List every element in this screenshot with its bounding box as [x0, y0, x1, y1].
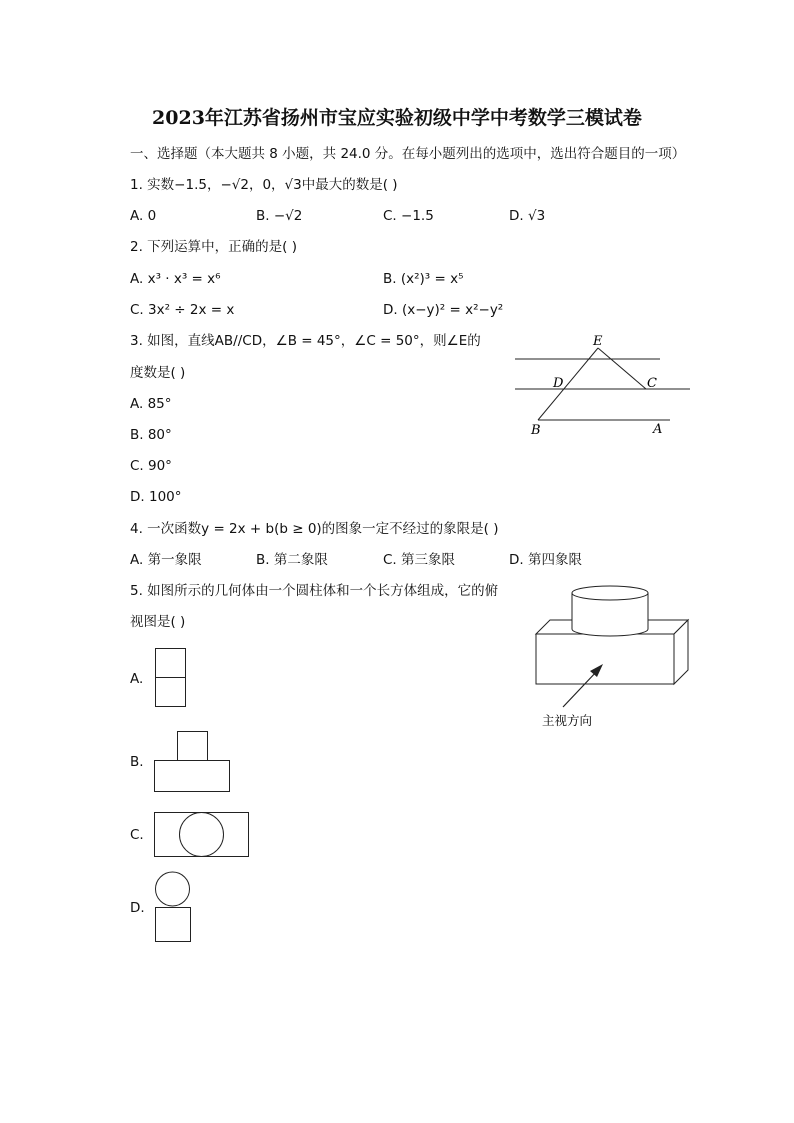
label-a: A — [653, 422, 663, 437]
q1-option-c: C. −1.5 — [383, 208, 434, 224]
question-5-stem-line2: 视图是( ) — [130, 614, 186, 630]
q2-option-b: B. (x²)³ = x⁵ — [383, 271, 464, 287]
q5-option-a-label: A. — [130, 671, 144, 687]
q3-option-c: C. 90° — [130, 458, 172, 474]
q2-option-d: D. (x−y)² = x²−y² — [383, 302, 504, 318]
view-direction-caption: 主视方向 — [542, 713, 593, 728]
q4-option-c: C. 第三象限 — [383, 552, 456, 568]
q3-parallel-lines-figure — [510, 332, 700, 442]
q1-option-b: B. −√2 — [256, 208, 303, 224]
question-3-stem-line1: 3. 如图，直线AB//CD，∠B = 45°，∠C = 50°，则∠E的 — [130, 333, 481, 349]
q5-option-b-figure — [153, 730, 233, 794]
q5-option-c-figure — [153, 810, 253, 860]
q4-option-b: B. 第二象限 — [256, 552, 328, 568]
question-1-stem: 1. 实数−1.5，−√2，0，√3中最大的数是( ) — [130, 177, 398, 193]
q5-option-d-figure — [153, 870, 195, 946]
q5-option-d-label: D. — [130, 900, 145, 916]
q4-option-d: D. 第四象限 — [509, 552, 582, 568]
page-title: 2023年江苏省扬州市宝应实验初级中学中考数学三模试卷 — [152, 107, 642, 129]
label-d: D — [553, 376, 564, 391]
q5-option-c-label: C. — [130, 827, 144, 843]
q1-option-d: D. √3 — [509, 208, 546, 224]
q1-option-a: A. 0 — [130, 208, 157, 224]
q2-option-c: C. 3x² ÷ 2x = x — [130, 302, 235, 318]
q3-option-a: A. 85° — [130, 396, 172, 412]
label-e: E — [593, 334, 603, 349]
q5-option-b-label: B. — [130, 754, 144, 770]
q4-option-a: A. 第一象限 — [130, 552, 202, 568]
question-4-stem: 4. 一次函数y = 2x + b(b ≥ 0)的图象一定不经过的象限是( ) — [130, 521, 499, 537]
question-2-stem: 2. 下列运算中，正确的是( ) — [130, 239, 297, 255]
question-3-stem-line2: 度数是( ) — [130, 365, 186, 381]
q5-solid-figure — [530, 580, 700, 740]
q5-option-a-figure — [154, 646, 188, 710]
q2-option-a: A. x³ · x³ = x⁶ — [130, 271, 221, 287]
label-c: C — [647, 376, 657, 391]
question-5-stem-line1: 5. 如图所示的几何体由一个圆柱体和一个长方体组成，它的俯 — [130, 583, 499, 599]
q3-option-d: D. 100° — [130, 489, 182, 505]
section-heading: 一、选择题（本大题共 8 小题，共 24.0 分。在每小题列出的选项中，选出符合题目的一项） — [130, 146, 686, 162]
label-b: B — [531, 423, 541, 438]
q3-option-b: B. 80° — [130, 427, 172, 443]
